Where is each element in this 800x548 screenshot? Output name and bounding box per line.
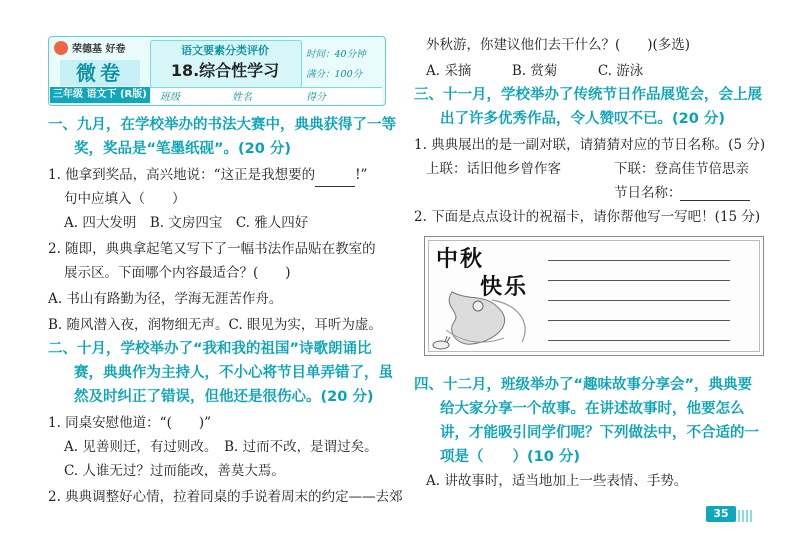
question-2-2-options: A. 采摘 B. 赏菊 C. 游泳 <box>426 63 644 79</box>
question-1-1-prompt: 句中应填入（ ） <box>64 191 186 207</box>
time-limit: 时间：40分钟 <box>306 49 366 60</box>
card-title-line1: 中秋 <box>436 247 485 272</box>
name-field-label: 姓名 <box>232 92 252 103</box>
section-2-heading-cont1: 赛，典典作为主持人，不小心将节目单弄错了，虽 <box>74 365 393 381</box>
answer-blank[interactable] <box>315 164 355 187</box>
question-3-2: 2. 下面是点点设计的祝福卡，请你帮他写一写吧！(15 分) <box>414 209 761 225</box>
section-3-heading: 三、十一月，学校举办了传统节日作品展览会，会上展 <box>414 87 762 103</box>
writing-line[interactable] <box>548 280 730 281</box>
section-2-heading: 二、十月，学校举办了“我和我的祖国”诗歌朗诵比 <box>48 341 372 357</box>
writing-line[interactable] <box>548 260 730 261</box>
section-3-heading-cont: 出了许多优秀作品，令人赞叹不已。(20 分) <box>440 111 725 127</box>
class-field-label: 班级 <box>160 92 180 103</box>
rabbit-icon <box>430 334 452 350</box>
section-4-heading-cont1: 给大家分享一个故事。在讲述故事时，他要怎么 <box>440 401 745 417</box>
question-1-1-end: !” <box>355 167 368 183</box>
question-2-1-option-c: C. 人谁无过？过而能改，善莫大焉。 <box>64 463 285 479</box>
question-1-1-options: A. 四大发明 B. 文房四宝 C. 雅人四好 <box>64 215 309 231</box>
logo-icon <box>52 38 144 58</box>
question-1-1 <box>48 164 367 187</box>
writing-line[interactable] <box>548 300 730 301</box>
score-field-label: 得分 <box>306 92 326 103</box>
question-1-2: 2. 随即，典典拿起笔又写下了一幅书法作品贴在教室的 <box>48 241 376 257</box>
question-1-1-text: 1. 他拿到奖品，高兴地说：“这正是我想要的 <box>48 167 316 183</box>
question-3-1: 1. 典典展出的是一副对联，请猜猜对应的节日名称。(5 分) <box>414 137 766 153</box>
question-1-2-options-bc: B. 随风潜入夜，润物细无声。C. 眼见为实，耳听为虚。 <box>48 317 382 333</box>
question-2-1: 1. 同桌安慰他道：“( )” <box>48 415 212 431</box>
question-1-2-cont: 展示区。下面哪个内容最适合？( ) <box>64 265 291 281</box>
page-number: 35 <box>706 506 736 522</box>
section-1-heading: 一、九月，在学校举办的书法大赛中，典典获得了一等 <box>48 117 396 133</box>
section-4-heading: 四、十二月，班级举办了“趣味故事分享会”，典典要 <box>414 377 753 393</box>
question-2-2: 2. 典典调整好心情，拉着同桌的手说着周末的约定——去郊 <box>48 489 403 505</box>
section-4-heading-cont3: 项是（ ）(10 分) <box>440 449 580 465</box>
card-title-line2: 快乐 <box>480 275 529 300</box>
question-2-1-options-ab: A. 见善则迁，有过则改。 B. 过而不改，是谓过矣。 <box>64 439 378 455</box>
section-1-heading-cont: 奖，奖品是“笔墨纸砚”。(20 分) <box>74 141 292 157</box>
question-1-2-option-a: A. 书山有路勤为径，学海无涯苦作舟。 <box>48 291 283 307</box>
writing-line[interactable] <box>548 320 730 321</box>
lesson-title: 18.综合性学习 <box>170 61 280 80</box>
banner-subtitle: 语文要素分类评价 <box>181 44 269 57</box>
festival-name-label: 节日名称： <box>614 185 682 201</box>
festival-answer-blank[interactable] <box>680 200 750 201</box>
grade-label: 三年级 语文下 (R版) <box>50 87 150 103</box>
writing-line[interactable] <box>548 340 730 341</box>
question-4-option-a: A. 讲故事时，适当地加上一些表情、手势。 <box>426 473 688 489</box>
question-2-2-cont: 外秋游，你建议他们去干什么？( )(多选) <box>426 37 691 53</box>
logo-text: 荣德基 好卷 <box>72 44 126 55</box>
couplet-lower: 下联：登高佳节倍思亲 <box>614 161 749 177</box>
publisher-logo <box>52 38 144 58</box>
weijuan-label: 微卷 <box>60 60 140 86</box>
section-4-heading-cont2: 讲，才能吸引同学们呢？下列做法中，不合适的一 <box>440 425 759 441</box>
section-2-heading-cont2: 然及时纠正了错误，但他还是很伤心。(20 分) <box>74 389 374 405</box>
page-tab-decoration <box>738 510 752 522</box>
couplet-upper: 上联：话旧他乡曾作客 <box>426 161 561 177</box>
full-score: 满分：100分 <box>306 69 363 80</box>
